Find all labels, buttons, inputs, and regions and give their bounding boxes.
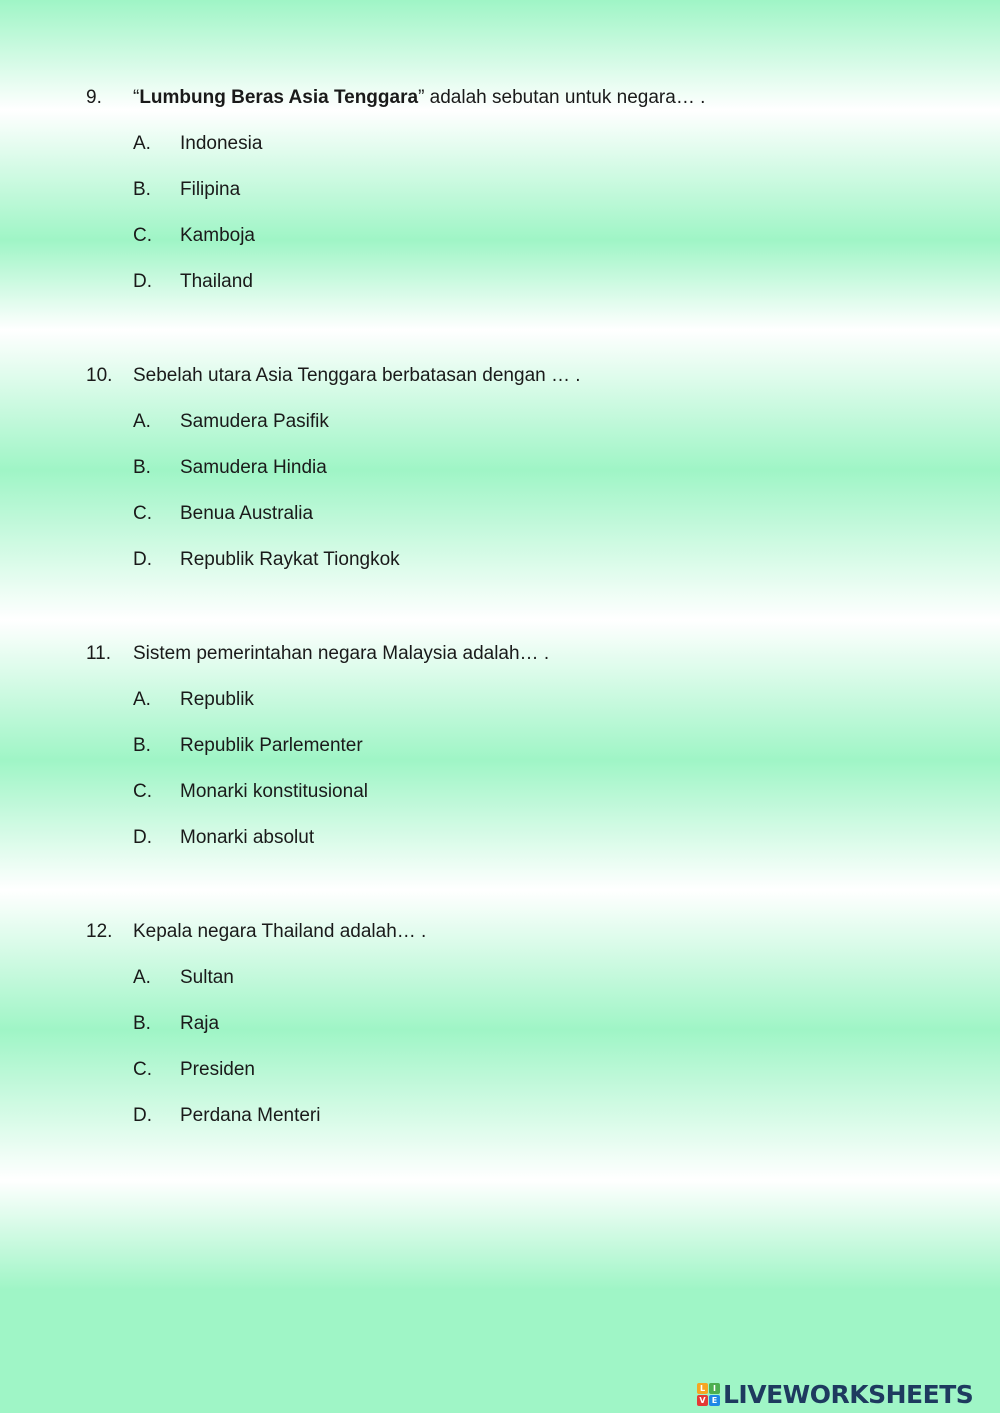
brand-name: LIVEWORKSHEETS [723,1379,974,1409]
option-letter: A. [133,411,151,432]
option-letter: C. [133,781,152,802]
option-a[interactable] [0,963,1000,993]
option-text: Thailand [180,271,253,292]
option-a[interactable] [0,129,1000,159]
option-letter: D. [133,827,152,848]
option-a[interactable] [0,685,1000,715]
option-text: Samudera Pasifik [180,411,329,432]
option-text: Republik Parlementer [180,735,363,756]
option-c[interactable] [0,499,1000,529]
option-a[interactable] [0,407,1000,437]
question-text: Kepala negara Thailand adalah… . [133,921,427,942]
option-letter: B. [133,179,151,200]
option-text: Monarki absolut [180,827,315,848]
option-letter: C. [133,503,152,524]
option-b[interactable] [0,731,1000,761]
option-letter: B. [133,457,151,478]
option-text: Raja [180,1013,220,1034]
question-number: 10. [86,365,113,386]
question-number: 9. [86,87,102,108]
question-text: Sistem pemerintahan negara Malaysia adalah… . [133,643,550,664]
option-c[interactable] [0,221,1000,251]
liveworksheets-icon: L I V E [697,1383,720,1406]
option-d[interactable] [0,545,1000,575]
option-letter: B. [133,735,151,756]
question-number: 11. [86,643,112,664]
option-text: Monarki konstitusional [180,781,368,802]
question-text: “Lumbung Beras Asia Tenggara” adalah sebutan untuk negara… . [133,87,706,108]
option-text: Republik Raykat Tiongkok [180,549,400,570]
option-letter: D. [133,271,152,292]
option-c[interactable] [0,1055,1000,1085]
option-d[interactable] [0,823,1000,853]
option-text: Filipina [180,179,241,200]
option-letter: A. [133,689,151,710]
question-bold-term: Lumbung Beras Asia Tenggara [139,87,419,108]
option-text: Indonesia [180,133,263,154]
option-letter: C. [133,225,152,246]
option-text: Benua Australia [180,503,314,524]
option-text: Republik [180,689,254,710]
option-d[interactable] [0,267,1000,297]
question-text: Sebelah utara Asia Tenggara berbatasan dengan … . [133,365,581,386]
option-c[interactable] [0,777,1000,807]
option-letter: A. [133,133,151,154]
option-letter: B. [133,1013,151,1034]
option-text: Samudera Hindia [180,457,327,478]
option-letter: D. [133,549,152,570]
question-number: 12. [86,921,113,942]
option-letter: C. [133,1059,152,1080]
option-text: Sultan [180,967,234,988]
option-b[interactable] [0,1009,1000,1039]
option-b[interactable] [0,175,1000,205]
option-letter: D. [133,1105,152,1126]
option-b[interactable] [0,453,1000,483]
option-text: Perdana Menteri [180,1105,321,1126]
option-text: Kamboja [180,225,255,246]
liveworksheets-logo[interactable] [697,1378,973,1410]
option-text: Presiden [180,1059,255,1080]
option-d[interactable] [0,1101,1000,1131]
option-letter: A. [133,967,151,988]
